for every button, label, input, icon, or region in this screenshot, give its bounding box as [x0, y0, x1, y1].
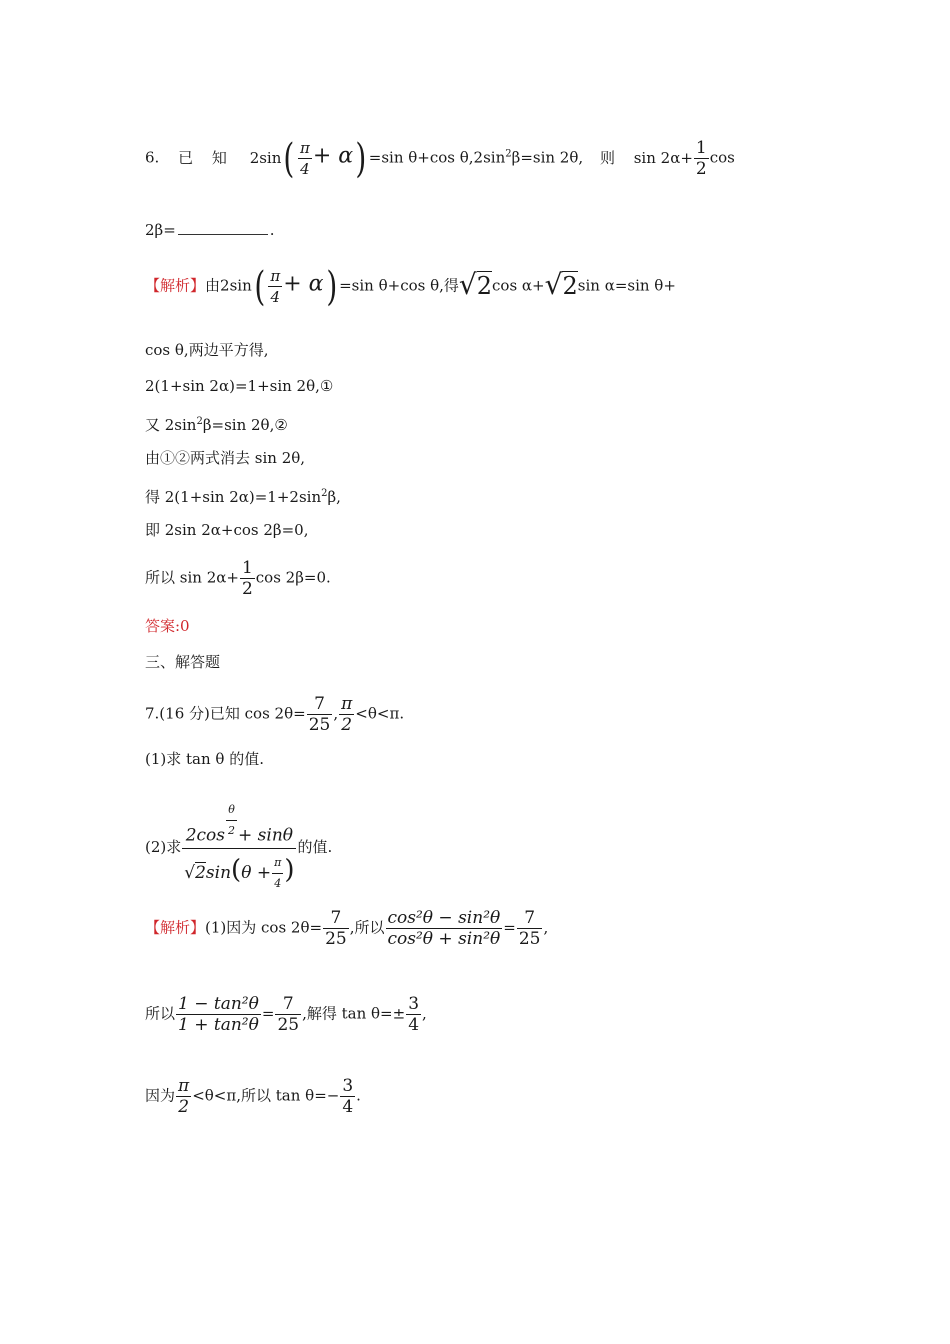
q6-cos: cos	[709, 148, 735, 167]
q6-number: 6.	[145, 148, 160, 167]
fraction-7-25: $\frac{7}{25}$	[308, 694, 331, 735]
sol7-line-3: 因为 $\frac{\pi}{2}$ <θ<π,所以 tan θ=− $\frac{3}{4}$ .	[145, 1076, 361, 1117]
sol6-line-2: cos θ,两边平方得,	[145, 341, 269, 359]
sol6-line-4: 又 $2\sin^2\beta=\sin$ 2θ,②	[145, 416, 288, 434]
sol6-line-8: 所以 sin 2α+ $\frac{1}{2}$ cos 2β=0.	[145, 558, 331, 599]
q6-lhs: 2sin	[249, 148, 282, 167]
sqrt-2-a: √2	[458, 267, 493, 301]
q6-word-1: 已	[178, 148, 194, 167]
sol6-eq: =sin θ+cos θ,得	[339, 276, 459, 295]
sol6-cos-a: cos α+	[492, 276, 545, 295]
q7-line-1: 7.(16 分)已知 cos 2θ= $\frac{7}{25}$ , $\frac{\pi}{2}$ <θ<π.	[145, 694, 405, 735]
fraction-pi-2: $\frac{\pi}{2}$	[341, 694, 353, 735]
q6-square: 2	[505, 148, 512, 160]
fraction-7-25: $\frac{7}{25}$	[325, 908, 347, 949]
q6-line-1	[145, 135, 735, 182]
q6-plus-alpha: + α	[312, 143, 354, 169]
sqrt-2-b: √2	[544, 267, 578, 301]
q6-period: .	[269, 221, 275, 239]
q6-line-2	[145, 220, 275, 240]
answer-blank	[178, 234, 268, 235]
q7-expression: 2cos $\frac{\theta}{2}$ + sinθ √2sin(θ + $\frac{\pi}{4}$ )	[182, 800, 296, 894]
left-paren: (	[283, 135, 295, 182]
fraction-3-4: $\frac{3}{4}$	[408, 994, 420, 1035]
q6-then: 则	[599, 148, 615, 167]
section-heading: 三、解答题	[145, 653, 221, 671]
sol6-lhs: 2sin	[220, 276, 252, 295]
q7-part-1: (1)求 tan θ 的值.	[145, 750, 264, 768]
q6-sin2a: sin 2α+	[633, 148, 693, 167]
sol6-line-3: 2(1+sin 2α)=1+sin 2θ,①	[145, 377, 334, 395]
fraction-7-25-c: $\frac{7}{25}$	[277, 994, 300, 1035]
q6-eq1: =sin θ+cos θ,2sin	[368, 148, 506, 167]
cos-sin-fraction: $\frac{\text{cos²θ − sin²θ}}{\text{cos²θ + sin²θ}}$	[387, 908, 501, 949]
right-paren: )	[325, 263, 337, 310]
tan-fraction: $\frac{\text{1 − tan²θ}}{\text{1 + tan²θ}}$	[178, 994, 259, 1035]
fraction-3-4: $\frac{3}{4}$	[342, 1076, 354, 1117]
q6-eq2: β=sin 2θ,	[511, 148, 584, 167]
sol6-line-1	[145, 263, 676, 310]
sol6-line-5: 由①②两式消去 sin 2θ,	[145, 449, 306, 467]
half-fraction: $\frac{1}{2}$	[241, 558, 253, 599]
sol6-line-7: 即 2sin 2α+cos 2β=0,	[145, 521, 309, 539]
fraction-7-25-b: $\frac{7}{25}$	[518, 908, 541, 949]
q6-2beta: 2β=	[145, 221, 176, 239]
left-paren: (	[254, 263, 266, 310]
answer-line: 答案:0	[145, 617, 190, 635]
sol6-line-6: 得 2(1+sin $2\alpha)=1+2\sin^2\beta$,	[145, 488, 341, 506]
sol6-sin-a: sin α=sin θ+	[577, 276, 676, 295]
fraction-pi-2: $\frac{\pi}{2}$	[178, 1076, 190, 1117]
analysis-tag: 【解析】	[145, 276, 206, 295]
q6-pi-over-4: $\frac{\pi}{4}$	[300, 139, 310, 178]
sol7-line-1: 【解析】(1)因为 cos 2θ= $\frac{7}{25}$ ,所以 $\frac{\text{cos²θ − sin²θ}}{\text{cos²θ + sin²θ}}$ = $\frac{7}{25}$ ,	[145, 908, 549, 949]
analysis-tag: 【解析】	[145, 918, 206, 937]
q6-half: $\frac{1}{2}$	[695, 138, 707, 179]
q6-word-2: 知	[211, 148, 227, 167]
sol6-plus-alpha: + α	[283, 271, 324, 297]
sol6-pi-over-4: $\frac{\pi}{4}$	[270, 267, 281, 306]
sol7-line-2: 所以 $\frac{\text{1 − tan²θ}}{\text{1 + tan²θ}}$ = $\frac{7}{25}$ ,解得 tan θ=± $\frac{3}{4}$ ,	[145, 994, 427, 1035]
q7-part-2: (2)求 2cos $\frac{\theta}{2}$ + sinθ √2sin(θ + $\frac{\pi}{4}$ ) 的值.	[145, 800, 332, 894]
sol6-by: 由	[205, 276, 221, 295]
right-paren: )	[355, 135, 367, 182]
